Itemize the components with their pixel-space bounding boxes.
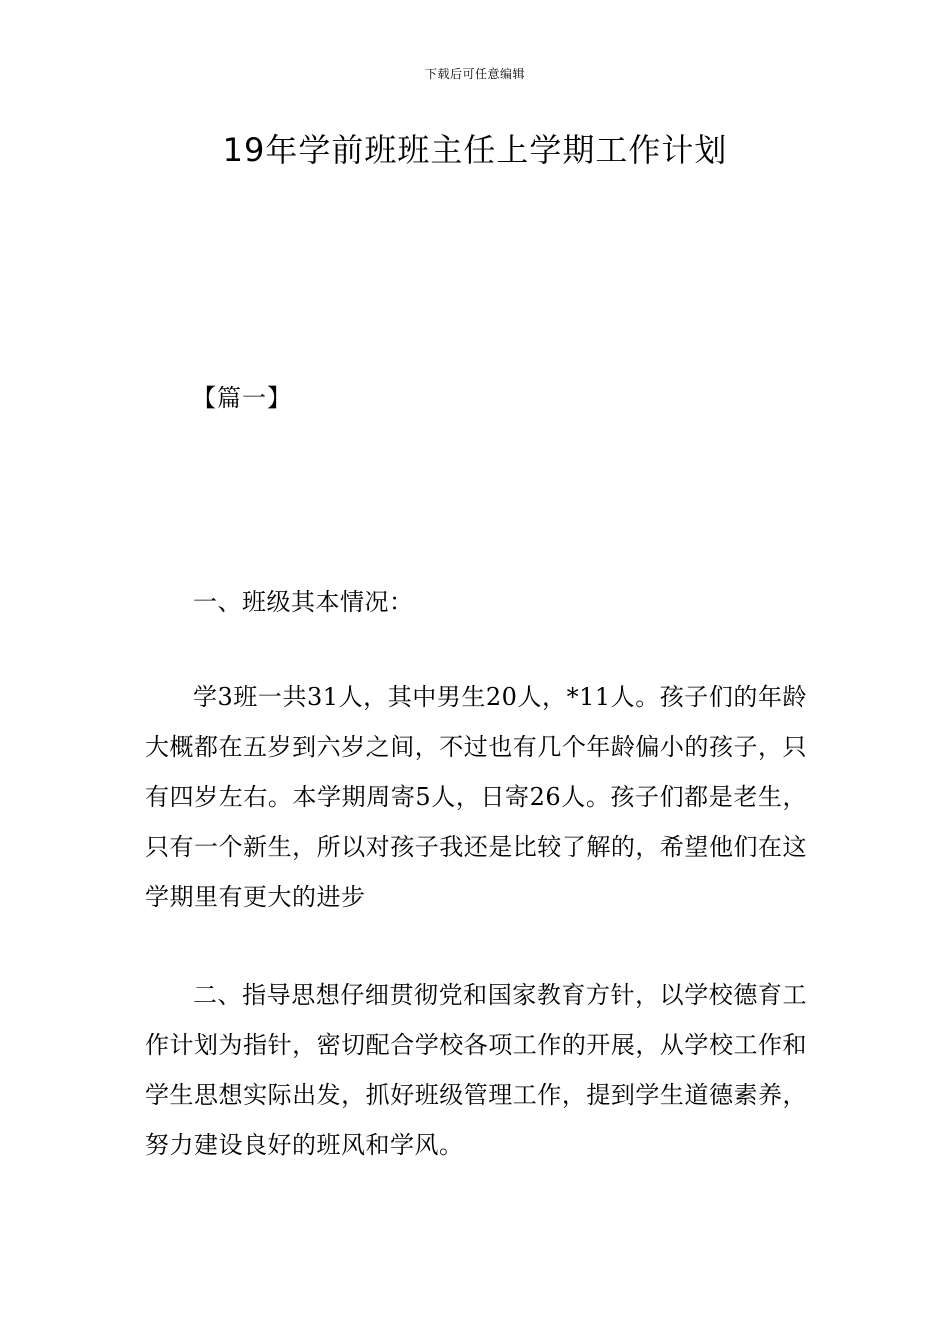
section-heading-block [145, 577, 807, 627]
paragraph-block-class-info [145, 672, 807, 922]
paragraph-class-info: 学3班一共31人，其中男生20人，*11人。孩子们的年龄大概都在五岁到六岁之间，不过也有几个年龄偏小的孩子，只有四岁左右。本学期周寄5人，日寄26人。孩子们都是老生，只有一个新生，所以对孩子我还是比较了解的，希望他们在这学期里有更大的进步 [145, 683, 807, 911]
section-tag: 【篇一】 [192, 384, 292, 412]
document-title: 19年学前班班主任上学期工作计划 [222, 131, 728, 169]
header-note: 下载后可任意编辑 [424, 67, 525, 81]
paragraph-block-guiding-ideology [145, 970, 807, 1170]
paragraph-guiding-ideology: 二、指导思想仔细贯彻党和国家教育方针，以学校德育工作计划为指针，密切配合学校各项工作的开展，从学校工作和学生思想实际出发，抓好班级管理工作，提到学生道德素养，努力建设良好的班风和学风。 [145, 981, 807, 1159]
section-heading-basic-info: 一、班级其本情况： [193, 588, 414, 616]
